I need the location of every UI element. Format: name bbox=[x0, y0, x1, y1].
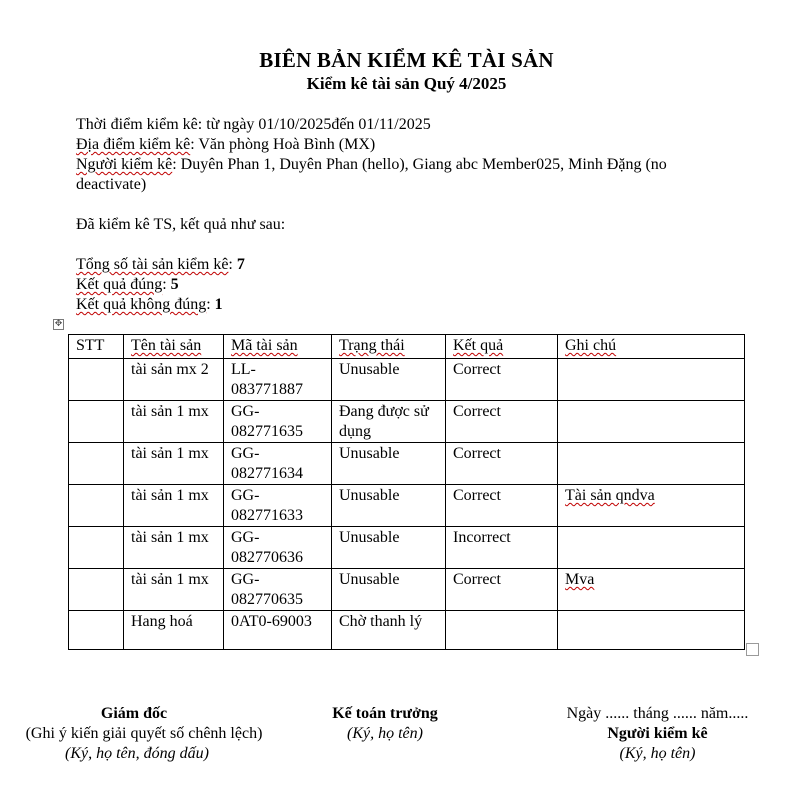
cell-name: tài sản 1 mx bbox=[124, 443, 224, 485]
summary-incorrect-value: 1 bbox=[214, 296, 223, 313]
director-sign: (Ký, họ tên, đóng dấu) bbox=[65, 745, 209, 762]
cell-note bbox=[558, 527, 745, 569]
cell-result: Correct bbox=[446, 485, 558, 527]
date-line: Ngày ...... tháng ...... năm..... bbox=[566, 705, 749, 722]
cell-result: Correct bbox=[446, 401, 558, 443]
table-move-handle-icon[interactable]: ✥ bbox=[54, 319, 63, 329]
director-note: (Ghi ý kiến giải quyết số chênh lệch) bbox=[25, 725, 263, 742]
inspection-location-label: Địa điểm kiểm kê bbox=[76, 136, 191, 153]
summary-correct-value: 5 bbox=[170, 276, 179, 293]
table-header-row bbox=[69, 335, 745, 359]
cell-status: Unusable bbox=[332, 359, 446, 401]
inspector-sign: (Ký, họ tên) bbox=[619, 745, 696, 762]
summary-incorrect-label: Kết quả không đúng bbox=[76, 296, 207, 313]
cell-name: tài sản 1 mx bbox=[124, 527, 224, 569]
cell-name: tài sản mx 2 bbox=[124, 359, 224, 401]
cell-status: Đang được sử dụng bbox=[332, 401, 446, 443]
cell-result: Incorrect bbox=[446, 527, 558, 569]
inspector-title: Người kiểm kê bbox=[607, 725, 708, 742]
inspectors-value: : Duyên Phan 1, Duyên Phan (hello), Giang abc Member025, Minh Đặng (no bbox=[172, 156, 667, 173]
header-result: Kết quả bbox=[446, 335, 558, 359]
cell-stt bbox=[69, 611, 124, 650]
cell-status: Unusable bbox=[332, 485, 446, 527]
cell-note bbox=[558, 401, 745, 443]
cell-code: 0AT0-69003 bbox=[224, 611, 332, 650]
cell-code: GG- 082770635 bbox=[224, 569, 332, 611]
cell-status: Unusable bbox=[332, 443, 446, 485]
summary-correct-label: Kết quả đúng bbox=[76, 276, 163, 293]
inspection-time-value: : từ ngày 01/10/2025đến 01/11/2025 bbox=[197, 116, 431, 133]
inventory-table bbox=[68, 334, 745, 650]
inspection-time-label: Thời điểm kiểm kê bbox=[76, 116, 198, 133]
table-row bbox=[69, 443, 745, 485]
inspectors-label: Người kiểm kê bbox=[76, 156, 173, 173]
inspection-time bbox=[76, 116, 431, 134]
cell-note: Tài sản qndva bbox=[558, 485, 745, 527]
summary-correct: Kết quả đúng: 5 bbox=[76, 276, 179, 293]
cell-name: tài sản 1 mx bbox=[124, 401, 224, 443]
table-row bbox=[69, 611, 745, 650]
header-code: Mã tài sản bbox=[224, 335, 332, 359]
table-row bbox=[69, 359, 745, 401]
table-resize-handle[interactable] bbox=[746, 643, 759, 656]
cell-name: tài sản 1 mx bbox=[124, 485, 224, 527]
header-name: Tên tài sản bbox=[124, 335, 224, 359]
cell-result bbox=[446, 611, 558, 650]
cell-note bbox=[558, 611, 745, 650]
cell-code: GG- 082771633 bbox=[224, 485, 332, 527]
document-subtitle: Kiểm kê tài sản Quý 4/2025 bbox=[306, 74, 507, 93]
document-title: BIÊN BẢN KIỂM KÊ TÀI SẢN bbox=[259, 48, 554, 72]
table-row bbox=[69, 485, 745, 527]
header-status: Trạng thái bbox=[332, 335, 446, 359]
summary-total-label: Tổng số tài sản kiểm kê bbox=[76, 256, 229, 273]
cell-stt bbox=[69, 527, 124, 569]
table-row bbox=[69, 527, 745, 569]
cell-note bbox=[558, 359, 745, 401]
cell-status: Unusable bbox=[332, 527, 446, 569]
inspection-location-value: : Văn phòng Hoà Bình (MX) bbox=[190, 136, 376, 153]
cell-result: Correct bbox=[446, 569, 558, 611]
inspection-location bbox=[76, 136, 375, 154]
inspectors-continued: deactivate) bbox=[76, 176, 147, 193]
intro-text: Đã kiểm kê TS, kết quả như sau: bbox=[76, 216, 286, 233]
table-row bbox=[69, 401, 745, 443]
cell-status: Chờ thanh lý bbox=[332, 611, 446, 650]
summary-total-value: 7 bbox=[236, 256, 245, 273]
inspectors bbox=[76, 156, 667, 174]
cell-stt bbox=[69, 401, 124, 443]
cell-stt bbox=[69, 485, 124, 527]
cell-code: GG- 082770636 bbox=[224, 527, 332, 569]
cell-code: LL- 083771887 bbox=[224, 359, 332, 401]
cell-code: GG- 082771635 bbox=[224, 401, 332, 443]
cell-code: GG- 082771634 bbox=[224, 443, 332, 485]
cell-stt bbox=[69, 359, 124, 401]
cell-note bbox=[558, 443, 745, 485]
table-row bbox=[69, 569, 745, 611]
cell-note: Mva bbox=[558, 569, 745, 611]
summary-incorrect: Kết quả không đúng: 1 bbox=[76, 296, 223, 313]
accountant-title: Kế toán trưởng bbox=[332, 705, 438, 722]
header-note: Ghi chú bbox=[558, 335, 745, 359]
cell-name: Hang hoá bbox=[124, 611, 224, 650]
header-stt: STT bbox=[69, 335, 124, 359]
accountant-sign: (Ký, họ tên) bbox=[347, 725, 423, 742]
cell-status: Unusable bbox=[332, 569, 446, 611]
cell-name: tài sản 1 mx bbox=[124, 569, 224, 611]
summary-total: Tổng số tài sản kiểm kê: 7 bbox=[76, 256, 245, 273]
director-title: Giám đốc bbox=[100, 705, 168, 722]
cell-stt bbox=[69, 569, 124, 611]
cell-result: Correct bbox=[446, 443, 558, 485]
cell-result: Correct bbox=[446, 359, 558, 401]
cell-stt bbox=[69, 443, 124, 485]
